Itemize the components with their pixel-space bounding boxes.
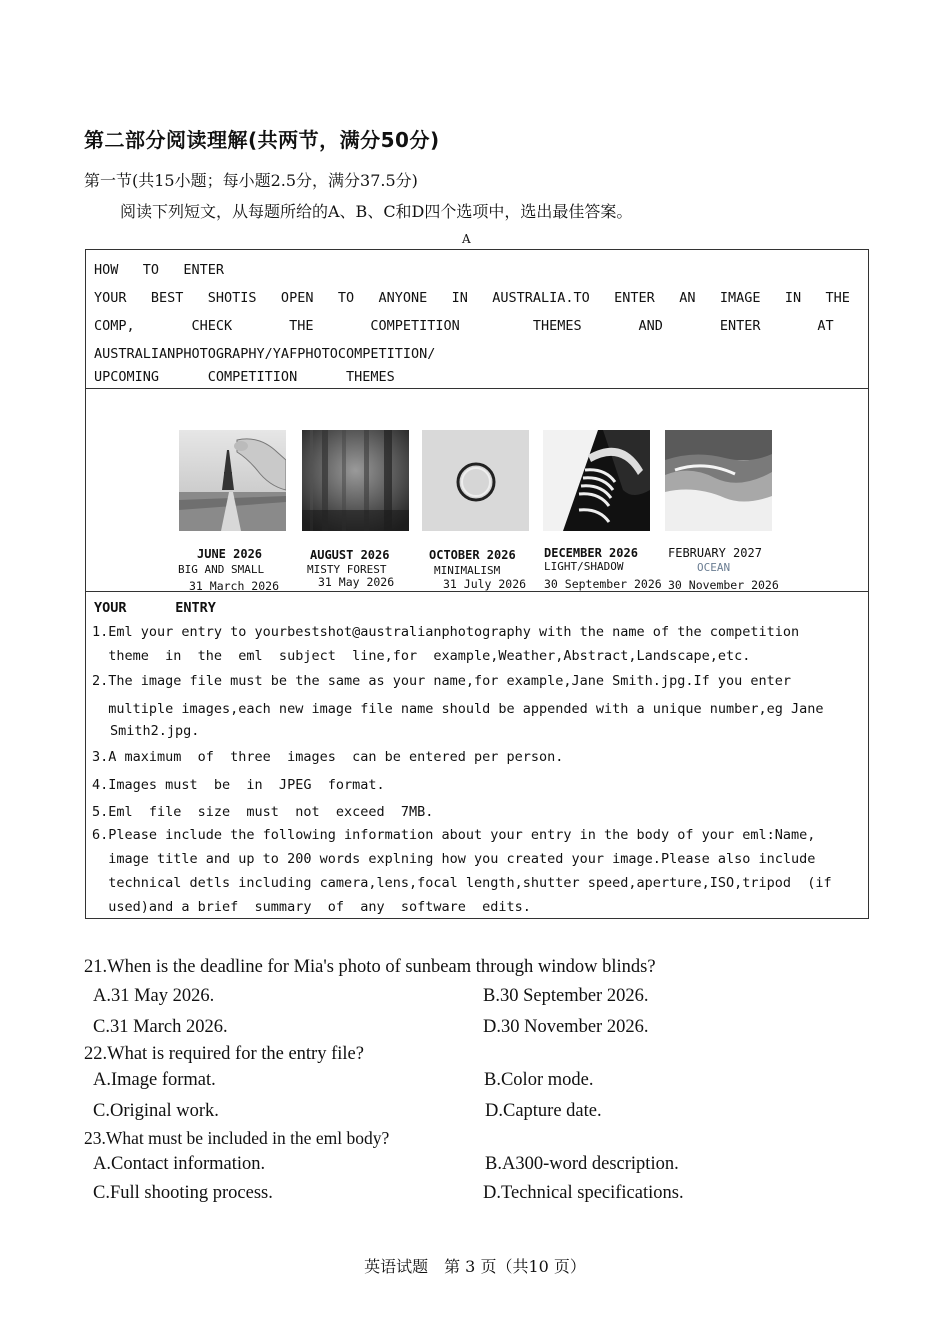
misty-forest-photo xyxy=(302,430,409,531)
entry-rule-line: used)and a brief summary of any software edits. xyxy=(92,899,531,915)
option-b: B.A300-word description. xyxy=(485,1154,679,1174)
entry-rule-line: 2.The image file must be the same as your name,for example,Jane Smith.jpg.If you enter xyxy=(92,673,791,689)
entry-rule-line: 4.Images must be in JPEG format. xyxy=(92,777,385,793)
entry-rule-line: 6.Please include the following information about your entry in the body of your eml:Name, xyxy=(92,827,816,843)
theme-name: MINIMALISM xyxy=(434,564,501,577)
entry-rule-line: image title and up to 200 words explning how you created your image.Please also include xyxy=(92,851,816,867)
entry-rule-line: 3.A maximum of three images can be entered per person. xyxy=(92,749,564,765)
theme-name: LIGHT/SHADOW xyxy=(544,560,624,573)
how-to-enter-line: COMP, CHECK THE COMPETITION THEMES AND ENTER AT xyxy=(94,318,834,334)
theme-deadline: 31 July 2026 xyxy=(443,577,527,591)
option-d: D.30 November 2026. xyxy=(483,1017,649,1037)
section-heading: 第一节(共15小题；每小题2.5分，满分37.5分) xyxy=(84,171,418,190)
light-shadow-photo xyxy=(543,430,650,531)
entry-rule-line: 5.Eml file size must not exceed 7MB. xyxy=(92,804,434,820)
ocean-wave-photo xyxy=(665,430,772,531)
entry-rule-line: multiple images,each new image file name should be appended with a unique number,eg Jane xyxy=(92,701,824,717)
theme-deadline: 31 March 2026 xyxy=(189,579,280,593)
theme-month: JUNE 2026 xyxy=(197,547,263,561)
option-c: C.Full shooting process. xyxy=(93,1183,273,1203)
eiffel-tower-hand-photo xyxy=(179,430,286,531)
theme-name: OCEAN xyxy=(697,561,731,574)
theme-name: BIG AND SMALL xyxy=(178,563,265,576)
question-stem: 21.When is the deadline for Mia's photo of sunbeam through window blinds? xyxy=(84,957,656,977)
instruction-text: 阅读下列短文，从每题所给的A、B、C和D四个选项中，选出最佳答案。 xyxy=(120,202,633,221)
option-a: A.31 May 2026. xyxy=(93,986,215,1006)
minimal-ring-photo xyxy=(422,430,529,531)
part-heading: 第二部分阅读理解(共两节，满分50分) xyxy=(84,128,440,152)
how-to-enter-line: UPCOMING COMPETITION THEMES xyxy=(94,369,395,385)
option-a: A.Image format. xyxy=(93,1070,216,1090)
theme-month: OCTOBER 2026 xyxy=(429,548,516,562)
divider xyxy=(85,388,869,389)
theme-month: DECEMBER 2026 xyxy=(544,546,638,560)
question-stem: 22.What is required for the entry file? xyxy=(84,1044,364,1064)
how-to-enter-line: HOW TO ENTER xyxy=(94,262,225,278)
entry-rule-line: 1.Eml your entry to yourbestshot@australianphotography with the name of the competition xyxy=(92,624,800,640)
theme-deadline: 30 November 2026 xyxy=(668,578,779,592)
entry-rule-line: theme in the eml subject line,for example,Weather,Abstract,Landscape,etc. xyxy=(92,648,751,664)
question-stem: 23.What must be included in the eml body? xyxy=(84,1128,390,1148)
option-b: B.Color mode. xyxy=(484,1070,594,1090)
entry-rule-line: technical detls including camera,lens,focal length,shutter speed,aperture,ISO,tripod (if xyxy=(92,875,832,891)
theme-deadline: 30 September 2026 xyxy=(544,577,662,591)
your-entry-title: YOUR ENTRY xyxy=(94,600,216,616)
theme-month: AUGUST 2026 xyxy=(310,548,390,562)
option-d: D.Technical specifications. xyxy=(483,1183,684,1203)
page-footer: 英语试题 第 3 页（共10 页） xyxy=(364,1257,586,1276)
option-b: B.30 September 2026. xyxy=(483,986,649,1006)
theme-month: FEBRUARY 2027 xyxy=(668,546,762,560)
option-c: C.31 March 2026. xyxy=(93,1017,228,1037)
option-d: D.Capture date. xyxy=(485,1101,602,1121)
how-to-enter-line: YOUR BEST SHOTIS OPEN TO ANYONE IN AUSTRALIA.TO ENTER AN IMAGE IN THE xyxy=(94,290,850,306)
theme-deadline: 31 May 2026 xyxy=(318,575,395,589)
option-a: A.Contact information. xyxy=(93,1154,266,1174)
option-c: C.Original work. xyxy=(93,1101,219,1121)
how-to-enter-line: AUSTRALIANPHOTOGRAPHY/YAFPHOTOCOMPETITION/ xyxy=(94,346,436,362)
passage-letter: A xyxy=(462,232,471,246)
theme-name: MISTY FOREST xyxy=(307,563,387,576)
entry-rule-line: Smith2.jpg. xyxy=(110,723,200,739)
